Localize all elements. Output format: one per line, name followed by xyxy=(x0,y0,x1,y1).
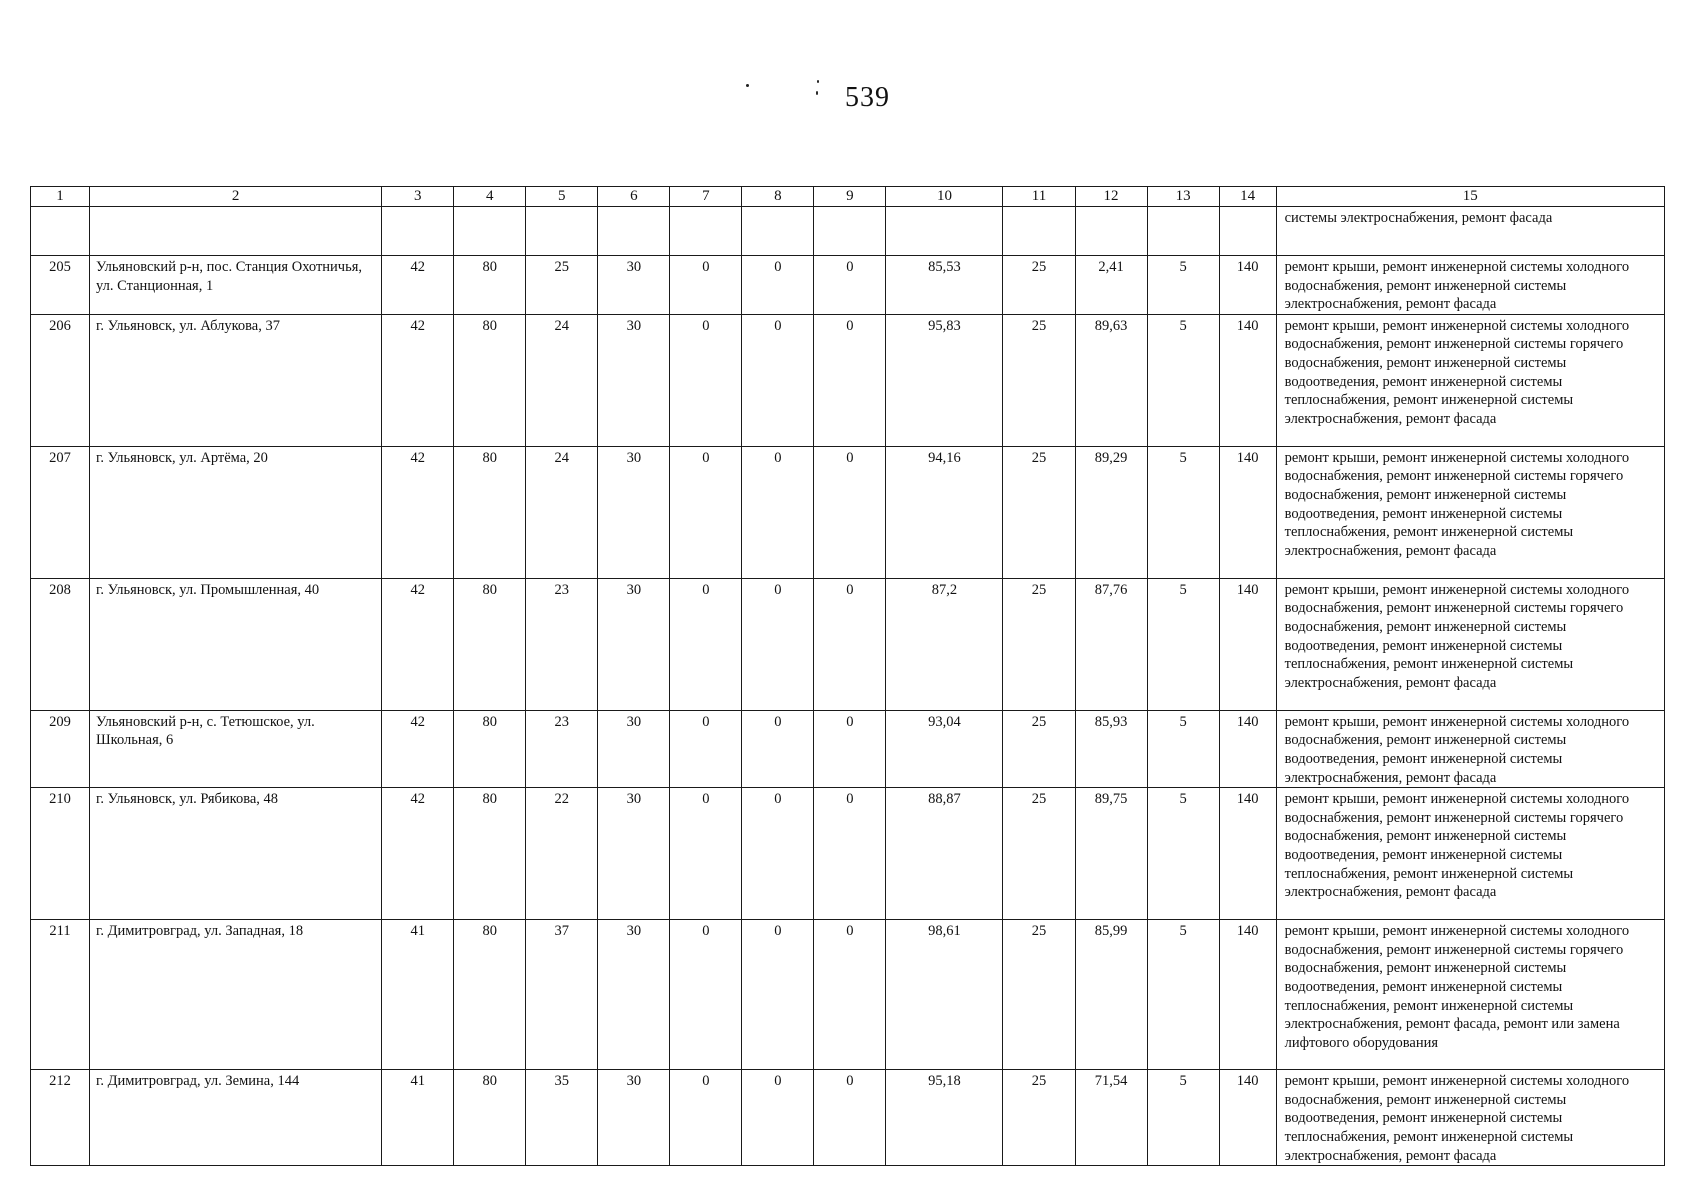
value-cell: 23 xyxy=(526,578,598,710)
value-cell: 80 xyxy=(454,710,526,787)
table-cell xyxy=(454,207,526,256)
address-cell: г. Ульяновск, ул. Аблукова, 37 xyxy=(90,314,382,446)
value-cell: 42 xyxy=(382,446,454,578)
works-continuation: системы электроснабжения, ремонт фасада xyxy=(1276,207,1664,256)
value-cell: 80 xyxy=(454,1070,526,1166)
value-cell: 30 xyxy=(598,788,670,920)
value-cell: 0 xyxy=(814,788,886,920)
table-row xyxy=(31,920,1665,1070)
value-cell: 85,93 xyxy=(1075,710,1147,787)
table-cell xyxy=(90,207,382,256)
scan-speck xyxy=(816,91,818,95)
value-cell: 5 xyxy=(1147,314,1219,446)
table-container xyxy=(30,186,1665,1166)
table-row xyxy=(31,256,1665,315)
value-cell: 5 xyxy=(1147,256,1219,315)
value-cell: 42 xyxy=(382,710,454,787)
table-cell xyxy=(598,207,670,256)
row-number: 206 xyxy=(31,314,90,446)
table-row xyxy=(31,788,1665,920)
address-cell: г. Ульяновск, ул. Рябикова, 48 xyxy=(90,788,382,920)
table-cell xyxy=(1075,207,1147,256)
column-number: 7 xyxy=(670,187,742,207)
value-cell: 42 xyxy=(382,256,454,315)
value-cell: 25 xyxy=(1003,920,1075,1070)
column-number: 13 xyxy=(1147,187,1219,207)
value-cell: 140 xyxy=(1219,788,1276,920)
value-cell: 24 xyxy=(526,446,598,578)
value-cell: 42 xyxy=(382,788,454,920)
value-cell: 89,75 xyxy=(1075,788,1147,920)
value-cell: 0 xyxy=(742,920,814,1070)
column-number: 14 xyxy=(1219,187,1276,207)
value-cell: 25 xyxy=(1003,446,1075,578)
value-cell: 30 xyxy=(598,256,670,315)
value-cell: 0 xyxy=(670,920,742,1070)
column-number: 8 xyxy=(742,187,814,207)
value-cell: 80 xyxy=(454,314,526,446)
works-cell: ремонт крыши, ремонт инженерной системы холодного водоснабжения, ремонт инженерной системы горячего водоснабжения, ремонт инженерной системы водоотведения, ремонт инженерной системы теплоснабжения, ремонт инженерной системы электроснабжения, ремонт фасада xyxy=(1276,578,1664,710)
value-cell: 87,76 xyxy=(1075,578,1147,710)
value-cell: 0 xyxy=(742,788,814,920)
works-cell: ремонт крыши, ремонт инженерной системы холодного водоснабжения, ремонт инженерной системы водоотведения, ремонт инженерной системы электроснабжения, ремонт фасада xyxy=(1276,710,1664,787)
value-cell: 37 xyxy=(526,920,598,1070)
column-number: 10 xyxy=(886,187,1003,207)
value-cell: 140 xyxy=(1219,446,1276,578)
value-cell: 30 xyxy=(598,1070,670,1166)
table-cell xyxy=(814,207,886,256)
value-cell: 140 xyxy=(1219,920,1276,1070)
value-cell: 25 xyxy=(526,256,598,315)
value-cell: 5 xyxy=(1147,1070,1219,1166)
value-cell: 140 xyxy=(1219,578,1276,710)
column-number: 6 xyxy=(598,187,670,207)
column-number: 11 xyxy=(1003,187,1075,207)
value-cell: 95,83 xyxy=(886,314,1003,446)
value-cell: 85,53 xyxy=(886,256,1003,315)
address-cell: г. Димитровград, ул. Западная, 18 xyxy=(90,920,382,1070)
value-cell: 25 xyxy=(1003,256,1075,315)
row-number: 212 xyxy=(31,1070,90,1166)
value-cell: 93,04 xyxy=(886,710,1003,787)
value-cell: 42 xyxy=(382,578,454,710)
table-cell xyxy=(1219,207,1276,256)
value-cell: 85,99 xyxy=(1075,920,1147,1070)
value-cell: 5 xyxy=(1147,920,1219,1070)
scan-speck xyxy=(817,80,819,83)
value-cell: 0 xyxy=(814,256,886,315)
value-cell: 5 xyxy=(1147,788,1219,920)
value-cell: 0 xyxy=(670,314,742,446)
value-cell: 25 xyxy=(1003,314,1075,446)
value-cell: 71,54 xyxy=(1075,1070,1147,1166)
value-cell: 89,63 xyxy=(1075,314,1147,446)
value-cell: 25 xyxy=(1003,788,1075,920)
value-cell: 35 xyxy=(526,1070,598,1166)
address-cell: Ульяновский р-н, с. Тетюшское, ул. Школьная, 6 xyxy=(90,710,382,787)
table-cell xyxy=(382,207,454,256)
value-cell: 30 xyxy=(598,446,670,578)
works-cell: ремонт крыши, ремонт инженерной системы холодного водоснабжения, ремонт инженерной системы электроснабжения, ремонт фасада xyxy=(1276,256,1664,315)
value-cell: 0 xyxy=(742,446,814,578)
repair-registry-table xyxy=(30,186,1665,1166)
row-number: 210 xyxy=(31,788,90,920)
table-row xyxy=(31,578,1665,710)
value-cell: 0 xyxy=(742,1070,814,1166)
value-cell: 87,2 xyxy=(886,578,1003,710)
value-cell: 25 xyxy=(1003,1070,1075,1166)
column-number: 12 xyxy=(1075,187,1147,207)
value-cell: 80 xyxy=(454,920,526,1070)
value-cell: 30 xyxy=(598,920,670,1070)
value-cell: 2,41 xyxy=(1075,256,1147,315)
value-cell: 140 xyxy=(1219,256,1276,315)
column-number-row xyxy=(31,187,1665,207)
continuation-row xyxy=(31,207,1665,256)
row-number: 207 xyxy=(31,446,90,578)
value-cell: 80 xyxy=(454,256,526,315)
table-cell xyxy=(1003,207,1075,256)
table-row xyxy=(31,314,1665,446)
value-cell: 0 xyxy=(670,1070,742,1166)
value-cell: 30 xyxy=(598,314,670,446)
value-cell: 0 xyxy=(742,578,814,710)
value-cell: 0 xyxy=(814,446,886,578)
value-cell: 0 xyxy=(742,256,814,315)
value-cell: 41 xyxy=(382,920,454,1070)
table-cell xyxy=(526,207,598,256)
value-cell: 80 xyxy=(454,578,526,710)
table-row xyxy=(31,446,1665,578)
value-cell: 95,18 xyxy=(886,1070,1003,1166)
page-number: 539 xyxy=(845,82,890,113)
value-cell: 25 xyxy=(1003,710,1075,787)
address-cell: г. Димитровград, ул. Земина, 144 xyxy=(90,1070,382,1166)
row-number: 205 xyxy=(31,256,90,315)
works-cell: ремонт крыши, ремонт инженерной системы холодного водоснабжения, ремонт инженерной системы горячего водоснабжения, ремонт инженерной системы водоотведения, ремонт инженерной системы теплоснабжения, ремонт инженерной системы электроснабжения, ремонт фасада, ремонт или замена лифтового оборудования xyxy=(1276,920,1664,1070)
value-cell: 0 xyxy=(814,314,886,446)
value-cell: 0 xyxy=(670,446,742,578)
table-row xyxy=(31,710,1665,787)
table-cell xyxy=(886,207,1003,256)
row-number: 208 xyxy=(31,578,90,710)
column-number: 1 xyxy=(31,187,90,207)
value-cell: 89,29 xyxy=(1075,446,1147,578)
value-cell: 0 xyxy=(814,710,886,787)
value-cell: 5 xyxy=(1147,710,1219,787)
address-cell: Ульяновский р-н, пос. Станция Охотничья, ул. Станционная, 1 xyxy=(90,256,382,315)
value-cell: 80 xyxy=(454,446,526,578)
address-cell: г. Ульяновск, ул. Промышленная, 40 xyxy=(90,578,382,710)
column-number: 15 xyxy=(1276,187,1664,207)
table-cell xyxy=(1147,207,1219,256)
value-cell: 30 xyxy=(598,578,670,710)
value-cell: 42 xyxy=(382,314,454,446)
column-number: 4 xyxy=(454,187,526,207)
value-cell: 0 xyxy=(670,788,742,920)
value-cell: 94,16 xyxy=(886,446,1003,578)
address-cell: г. Ульяновск, ул. Артёма, 20 xyxy=(90,446,382,578)
column-number: 2 xyxy=(90,187,382,207)
value-cell: 5 xyxy=(1147,446,1219,578)
value-cell: 0 xyxy=(670,256,742,315)
value-cell: 0 xyxy=(814,1070,886,1166)
value-cell: 0 xyxy=(670,578,742,710)
value-cell: 140 xyxy=(1219,314,1276,446)
table-cell xyxy=(742,207,814,256)
works-cell: ремонт крыши, ремонт инженерной системы холодного водоснабжения, ремонт инженерной системы горячего водоснабжения, ремонт инженерной системы водоотведения, ремонт инженерной системы теплоснабжения, ремонт инженерной системы электроснабжения, ремонт фасада xyxy=(1276,788,1664,920)
value-cell: 0 xyxy=(814,920,886,1070)
column-number: 3 xyxy=(382,187,454,207)
table-row xyxy=(31,1070,1665,1166)
works-cell: ремонт крыши, ремонт инженерной системы холодного водоснабжения, ремонт инженерной системы водоотведения, ремонт инженерной системы теплоснабжения, ремонт инженерной системы электроснабжения, ремонт фасада xyxy=(1276,1070,1664,1166)
value-cell: 23 xyxy=(526,710,598,787)
value-cell: 0 xyxy=(742,710,814,787)
value-cell: 0 xyxy=(670,710,742,787)
value-cell: 25 xyxy=(1003,578,1075,710)
value-cell: 30 xyxy=(598,710,670,787)
row-number: 209 xyxy=(31,710,90,787)
table-cell xyxy=(31,207,90,256)
value-cell: 140 xyxy=(1219,710,1276,787)
row-number: 211 xyxy=(31,920,90,1070)
value-cell: 0 xyxy=(742,314,814,446)
value-cell: 5 xyxy=(1147,578,1219,710)
value-cell: 98,61 xyxy=(886,920,1003,1070)
works-cell: ремонт крыши, ремонт инженерной системы холодного водоснабжения, ремонт инженерной системы горячего водоснабжения, ремонт инженерной системы водоотведения, ремонт инженерной системы теплоснабжения, ремонт инженерной системы электроснабжения, ремонт фасада xyxy=(1276,446,1664,578)
value-cell: 80 xyxy=(454,788,526,920)
value-cell: 88,87 xyxy=(886,788,1003,920)
value-cell: 22 xyxy=(526,788,598,920)
column-number: 5 xyxy=(526,187,598,207)
column-number: 9 xyxy=(814,187,886,207)
value-cell: 0 xyxy=(814,578,886,710)
value-cell: 140 xyxy=(1219,1070,1276,1166)
works-cell: ремонт крыши, ремонт инженерной системы холодного водоснабжения, ремонт инженерной системы горячего водоснабжения, ремонт инженерной системы водоотведения, ремонт инженерной системы теплоснабжения, ремонт инженерной системы электроснабжения, ремонт фасада xyxy=(1276,314,1664,446)
scan-speck xyxy=(746,84,749,87)
table-cell xyxy=(670,207,742,256)
value-cell: 41 xyxy=(382,1070,454,1166)
value-cell: 24 xyxy=(526,314,598,446)
